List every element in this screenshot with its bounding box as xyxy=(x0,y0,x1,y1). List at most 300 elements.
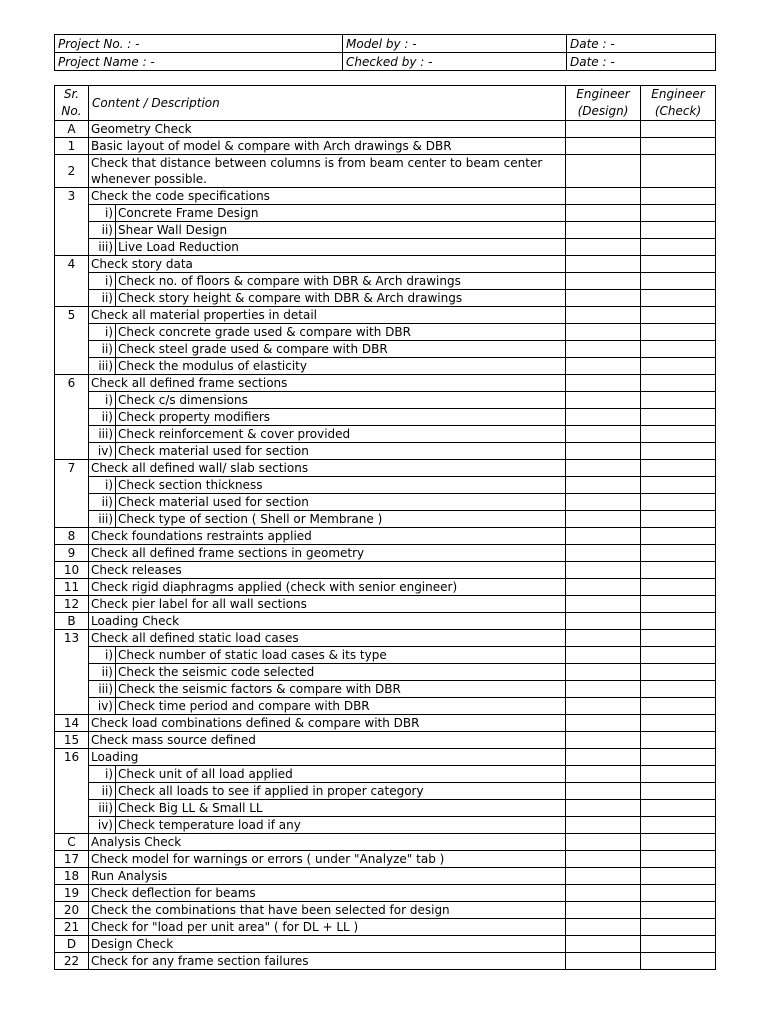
description-text: Check all defined frame sections xyxy=(91,376,288,390)
description-text: Check deflection for beams xyxy=(91,886,256,900)
sub-item-number: iv) xyxy=(89,443,116,460)
description-text: Basic layout of model & compare with Arch drawings & DBR xyxy=(91,139,452,153)
engineer-design-cell[interactable] xyxy=(566,868,641,885)
table-row xyxy=(55,121,716,138)
sr-no-cell: D xyxy=(55,936,89,953)
description-cell xyxy=(89,256,566,273)
sr-no-cell: 17 xyxy=(55,851,89,868)
engineer-check-cell[interactable] xyxy=(641,426,716,443)
sr-no-cell: 12 xyxy=(55,596,89,613)
sub-item-number: iii) xyxy=(89,426,116,443)
sub-item-number: ii) xyxy=(89,409,116,426)
description-cell xyxy=(89,121,566,138)
project-name: Project Name : - xyxy=(55,53,343,71)
description-text: Check c/s dimensions xyxy=(118,393,248,407)
sr-no-cell: 10 xyxy=(55,562,89,579)
sub-item-number: iii) xyxy=(89,800,116,817)
sr-no-cell: 15 xyxy=(55,732,89,749)
description-text: Check mass source defined xyxy=(91,733,256,747)
description-cell xyxy=(116,511,566,528)
sr-no-cell: 3 xyxy=(55,188,89,256)
sub-item-number: ii) xyxy=(89,664,116,681)
checked-by: Checked by : - xyxy=(343,53,567,71)
description-text: Check all loads to see if applied in proper category xyxy=(118,784,424,798)
description-text: Check all defined wall/ slab sections xyxy=(91,461,309,475)
table-row xyxy=(55,273,716,290)
description-text: Check all defined frame sections in geometry xyxy=(91,546,365,560)
sr-no-cell: 2 xyxy=(55,155,89,188)
table-row xyxy=(55,800,716,817)
engineer-check-cell[interactable] xyxy=(641,358,716,375)
description-text: Check property modifiers xyxy=(118,410,271,424)
table-row xyxy=(55,936,716,953)
description-text: Concrete Frame Design xyxy=(118,206,259,220)
sr-no-cell: 18 xyxy=(55,868,89,885)
sr-no-cell: 4 xyxy=(55,256,89,307)
table-row xyxy=(55,681,716,698)
sub-item-number: ii) xyxy=(89,341,116,358)
engineer-check-cell[interactable] xyxy=(641,834,716,851)
engineer-check-cell[interactable] xyxy=(641,341,716,358)
sr-no-header xyxy=(55,86,89,121)
description-text: Geometry Check xyxy=(91,122,192,136)
content-header: Content / Description xyxy=(89,86,566,121)
engineer-design-cell[interactable] xyxy=(566,460,641,477)
description-cell xyxy=(116,494,566,511)
engineer-design-cell[interactable] xyxy=(566,817,641,834)
engineer-design-cell[interactable] xyxy=(566,188,641,205)
engineer-design-cell[interactable] xyxy=(566,205,641,222)
engineer-check-cell[interactable] xyxy=(641,494,716,511)
description-cell xyxy=(89,460,566,477)
sub-item-number: iii) xyxy=(89,681,116,698)
sub-item-number: iii) xyxy=(89,511,116,528)
engineer-design-cell[interactable] xyxy=(566,256,641,273)
description-text: Design Check xyxy=(91,937,174,951)
table-row xyxy=(55,749,716,766)
description-text: Check story data xyxy=(91,257,193,271)
engineer-check-cell[interactable] xyxy=(641,919,716,936)
description-cell xyxy=(116,698,566,715)
sr-no-cell: 1 xyxy=(55,138,89,155)
sr-no-cell: 13 xyxy=(55,630,89,715)
description-text: Check the seismic factors & compare with DBR xyxy=(118,682,401,696)
engineer-check-cell[interactable] xyxy=(641,375,716,392)
description-cell xyxy=(89,749,566,766)
table-row xyxy=(55,630,716,647)
engineer-design-cell[interactable] xyxy=(566,528,641,545)
column-header-row xyxy=(55,86,716,121)
table-row xyxy=(55,715,716,732)
engineer-check-cell[interactable] xyxy=(641,698,716,715)
table-row xyxy=(55,579,716,596)
sub-item-number: ii) xyxy=(89,290,116,307)
engineer-check-cell[interactable] xyxy=(641,732,716,749)
engineer-design-cell[interactable] xyxy=(566,477,641,494)
description-cell xyxy=(116,477,566,494)
description-text: Check load combinations defined & compare with DBR xyxy=(91,716,420,730)
engineer-check-cell[interactable] xyxy=(641,324,716,341)
description-text: Run Analysis xyxy=(91,869,168,883)
engineer-design-cell[interactable] xyxy=(566,613,641,630)
engineer-check-cell[interactable] xyxy=(641,902,716,919)
description-cell xyxy=(116,443,566,460)
engineer-check-cell[interactable] xyxy=(641,188,716,205)
sr-no-cell: 20 xyxy=(55,902,89,919)
engineer-check-cell[interactable] xyxy=(641,613,716,630)
engineer-design-cell[interactable] xyxy=(566,222,641,239)
description-cell xyxy=(116,800,566,817)
table-row xyxy=(55,426,716,443)
engineer-check-cell[interactable] xyxy=(641,749,716,766)
sr-no-cell: 19 xyxy=(55,885,89,902)
table-row xyxy=(55,324,716,341)
table-row xyxy=(55,511,716,528)
description-cell xyxy=(116,239,566,256)
description-cell xyxy=(116,392,566,409)
engineer-check-cell[interactable] xyxy=(641,647,716,664)
engineer-check-line2: (Check) xyxy=(654,104,702,118)
table-row xyxy=(55,647,716,664)
engineer-check-cell[interactable] xyxy=(641,392,716,409)
sub-item-number: iii) xyxy=(89,239,116,256)
description-text: Check section thickness xyxy=(118,478,263,492)
engineer-design-cell[interactable] xyxy=(566,307,641,324)
sr-no-cell: 6 xyxy=(55,375,89,460)
engineer-design-cell[interactable] xyxy=(566,494,641,511)
sub-item-number: ii) xyxy=(89,783,116,800)
sr-no-cell: 5 xyxy=(55,307,89,375)
engineer-design-cell[interactable] xyxy=(566,324,641,341)
project-info-row xyxy=(55,35,716,53)
engineer-check-cell[interactable] xyxy=(641,511,716,528)
table-row xyxy=(55,307,716,324)
description-text-continued: whenever possible. xyxy=(91,172,207,186)
description-text: Check number of static load cases & its type xyxy=(118,648,387,662)
engineer-check-cell[interactable] xyxy=(641,121,716,138)
engineer-design-cell[interactable] xyxy=(566,121,641,138)
description-text: Check the code specifications xyxy=(91,189,270,203)
description-cell xyxy=(116,783,566,800)
description-text: Check that distance between columns is from beam center to beam center xyxy=(91,156,543,170)
description-cell xyxy=(89,613,566,630)
description-text: Check the modulus of elasticity xyxy=(118,359,307,373)
sub-item-number: iii) xyxy=(89,358,116,375)
description-cell xyxy=(116,409,566,426)
engineer-design-cell[interactable] xyxy=(566,596,641,613)
description-cell xyxy=(89,953,566,970)
description-cell xyxy=(89,528,566,545)
sub-item-number: i) xyxy=(89,324,116,341)
description-text: Loading Check xyxy=(91,614,180,628)
description-text: Analysis Check xyxy=(91,835,182,849)
sub-item-number: i) xyxy=(89,273,116,290)
engineer-design-cell[interactable] xyxy=(566,732,641,749)
sr-no-cell: A xyxy=(55,121,89,138)
engineer-design-cell[interactable] xyxy=(566,647,641,664)
table-row xyxy=(55,341,716,358)
description-cell xyxy=(116,205,566,222)
description-cell xyxy=(116,273,566,290)
engineer-design-cell[interactable] xyxy=(566,443,641,460)
date-model: Date : - xyxy=(567,35,716,53)
engineer-check-cell[interactable] xyxy=(641,800,716,817)
sub-item-number: i) xyxy=(89,477,116,494)
engineer-check-cell[interactable] xyxy=(641,783,716,800)
engineer-check-cell[interactable] xyxy=(641,307,716,324)
table-row xyxy=(55,953,716,970)
table-row xyxy=(55,392,716,409)
table-row xyxy=(55,783,716,800)
table-row xyxy=(55,409,716,426)
engineer-check-cell[interactable] xyxy=(641,256,716,273)
sub-item-number: i) xyxy=(89,647,116,664)
engineer-check-cell[interactable] xyxy=(641,205,716,222)
description-cell xyxy=(89,579,566,596)
description-cell xyxy=(116,817,566,834)
description-text: Check material used for section xyxy=(118,495,309,509)
table-row xyxy=(55,596,716,613)
description-cell xyxy=(116,222,566,239)
sub-item-number: i) xyxy=(89,205,116,222)
engineer-design-cell[interactable] xyxy=(566,902,641,919)
engineer-check-line1: Engineer xyxy=(651,87,705,101)
description-cell xyxy=(89,834,566,851)
description-text: Check releases xyxy=(91,563,182,577)
description-cell xyxy=(89,851,566,868)
table-row xyxy=(55,222,716,239)
engineer-design-cell[interactable] xyxy=(566,426,641,443)
description-cell xyxy=(116,681,566,698)
sr-no-header-line2: No. xyxy=(61,104,82,118)
description-cell xyxy=(89,545,566,562)
engineer-design-cell[interactable] xyxy=(566,834,641,851)
description-text: Check type of section ( Shell or Membrane ) xyxy=(118,512,383,526)
engineer-design-cell[interactable] xyxy=(566,562,641,579)
engineer-check-cell[interactable] xyxy=(641,155,716,188)
engineer-design-cell[interactable] xyxy=(566,800,641,817)
engineer-check-cell[interactable] xyxy=(641,851,716,868)
table-row xyxy=(55,562,716,579)
sr-no-cell: 16 xyxy=(55,749,89,834)
description-cell xyxy=(116,647,566,664)
engineer-design-cell[interactable] xyxy=(566,885,641,902)
description-cell xyxy=(116,426,566,443)
engineer-design-cell[interactable] xyxy=(566,630,641,647)
table-row xyxy=(55,205,716,222)
description-text: Check model for warnings or errors ( under "Analyze" tab ) xyxy=(91,852,445,866)
engineer-design-cell[interactable] xyxy=(566,749,641,766)
description-text: Shear Wall Design xyxy=(118,223,228,237)
project-info-row xyxy=(55,53,716,71)
engineer-check-cell[interactable] xyxy=(641,528,716,545)
engineer-design-cell[interactable] xyxy=(566,936,641,953)
engineer-check-cell[interactable] xyxy=(641,477,716,494)
description-cell xyxy=(89,155,566,188)
table-row xyxy=(55,528,716,545)
engineer-design-cell[interactable] xyxy=(566,409,641,426)
engineer-design-cell[interactable] xyxy=(566,138,641,155)
table-row xyxy=(55,885,716,902)
description-text: Check all material properties in detail xyxy=(91,308,317,322)
description-text: Check rigid diaphragms applied (check with senior engineer) xyxy=(91,580,458,594)
engineer-check-cell[interactable] xyxy=(641,273,716,290)
sr-no-cell: 8 xyxy=(55,528,89,545)
engineer-design-cell[interactable] xyxy=(566,851,641,868)
engineer-check-cell[interactable] xyxy=(641,409,716,426)
table-row xyxy=(55,375,716,392)
sr-no-cell: 9 xyxy=(55,545,89,562)
sub-item-number: i) xyxy=(89,392,116,409)
engineer-check-cell[interactable] xyxy=(641,579,716,596)
description-text: Check for any frame section failures xyxy=(91,954,309,968)
description-text: Check concrete grade used & compare with DBR xyxy=(118,325,411,339)
engineer-design-cell[interactable] xyxy=(566,239,641,256)
engineer-check-cell[interactable] xyxy=(641,953,716,970)
description-cell xyxy=(89,307,566,324)
description-cell xyxy=(116,290,566,307)
sr-no-cell: 21 xyxy=(55,919,89,936)
engineer-check-cell[interactable] xyxy=(641,936,716,953)
engineer-design-cell[interactable] xyxy=(566,579,641,596)
table-row xyxy=(55,155,716,188)
description-text: Check unit of all load applied xyxy=(118,767,293,781)
project-no: Project No. : - xyxy=(55,35,343,53)
table-row xyxy=(55,851,716,868)
description-text: Check reinforcement & cover provided xyxy=(118,427,351,441)
sr-no-cell: 22 xyxy=(55,953,89,970)
engineer-design-cell[interactable] xyxy=(566,919,641,936)
engineer-check-cell[interactable] xyxy=(641,681,716,698)
engineer-check-cell[interactable] xyxy=(641,443,716,460)
description-cell xyxy=(89,868,566,885)
engineer-design-cell[interactable] xyxy=(566,953,641,970)
table-row xyxy=(55,902,716,919)
table-row xyxy=(55,766,716,783)
sub-item-number: i) xyxy=(89,766,116,783)
description-cell xyxy=(89,562,566,579)
engineer-design-cell[interactable] xyxy=(566,341,641,358)
description-cell xyxy=(89,902,566,919)
description-cell xyxy=(89,138,566,155)
engineer-design-cell[interactable] xyxy=(566,545,641,562)
table-row xyxy=(55,664,716,681)
description-text: Check steel grade used & compare with DBR xyxy=(118,342,388,356)
description-text: Check all defined static load cases xyxy=(91,631,299,645)
engineer-check-cell[interactable] xyxy=(641,138,716,155)
engineer-design-cell[interactable] xyxy=(566,511,641,528)
table-row xyxy=(55,732,716,749)
description-text: Check the seismic code selected xyxy=(118,665,315,679)
engineer-check-cell[interactable] xyxy=(641,885,716,902)
sr-no-cell: 11 xyxy=(55,579,89,596)
description-text: Check temperature load if any xyxy=(118,818,301,832)
engineer-check-cell[interactable] xyxy=(641,239,716,256)
description-text: Loading xyxy=(91,750,139,764)
engineer-design-cell[interactable] xyxy=(566,766,641,783)
engineer-check-cell[interactable] xyxy=(641,290,716,307)
description-cell xyxy=(116,341,566,358)
engineer-check-cell[interactable] xyxy=(641,596,716,613)
sub-item-number: ii) xyxy=(89,494,116,511)
description-cell xyxy=(116,766,566,783)
engineer-design-cell[interactable] xyxy=(566,698,641,715)
engineer-design-cell[interactable] xyxy=(566,681,641,698)
engineer-design-cell[interactable] xyxy=(566,358,641,375)
table-row xyxy=(55,138,716,155)
description-cell xyxy=(89,596,566,613)
engineer-design-cell[interactable] xyxy=(566,664,641,681)
table-row xyxy=(55,290,716,307)
sr-no-cell: C xyxy=(55,834,89,851)
description-text: Check foundations restraints applied xyxy=(91,529,312,543)
checklist-table xyxy=(54,85,716,970)
table-row xyxy=(55,494,716,511)
engineer-design-cell[interactable] xyxy=(566,375,641,392)
engineer-design-cell[interactable] xyxy=(566,290,641,307)
engineer-check-cell[interactable] xyxy=(641,630,716,647)
engineer-design-cell[interactable] xyxy=(566,273,641,290)
engineer-check-cell[interactable] xyxy=(641,460,716,477)
engineer-check-cell[interactable] xyxy=(641,868,716,885)
table-row xyxy=(55,919,716,936)
description-cell xyxy=(89,630,566,647)
table-row xyxy=(55,477,716,494)
table-row xyxy=(55,188,716,205)
engineer-check-cell[interactable] xyxy=(641,715,716,732)
engineer-check-cell[interactable] xyxy=(641,562,716,579)
model-by: Model by : - xyxy=(343,35,567,53)
engineer-check-cell[interactable] xyxy=(641,222,716,239)
description-text: Check the combinations that have been selected for design xyxy=(91,903,450,917)
description-text: Check no. of floors & compare with DBR & Arch drawings xyxy=(118,274,461,288)
description-cell xyxy=(89,885,566,902)
table-row xyxy=(55,834,716,851)
sub-item-number: iv) xyxy=(89,817,116,834)
description-cell xyxy=(89,715,566,732)
sub-item-number: iv) xyxy=(89,698,116,715)
sr-no-cell: 7 xyxy=(55,460,89,528)
table-row xyxy=(55,545,716,562)
engineer-design-line1: Engineer xyxy=(576,87,630,101)
sub-item-number: ii) xyxy=(89,222,116,239)
table-row xyxy=(55,460,716,477)
engineer-check-cell[interactable] xyxy=(641,817,716,834)
description-text: Check time period and compare with DBR xyxy=(118,699,370,713)
description-cell xyxy=(89,375,566,392)
engineer-design-line2: (Design) xyxy=(577,104,629,118)
table-row xyxy=(55,698,716,715)
table-row xyxy=(55,613,716,630)
engineer-design-cell[interactable] xyxy=(566,392,641,409)
description-text: Check pier label for all wall sections xyxy=(91,597,307,611)
description-cell xyxy=(89,919,566,936)
engineer-check-cell[interactable] xyxy=(641,766,716,783)
engineer-design-cell[interactable] xyxy=(566,715,641,732)
engineer-design-cell[interactable] xyxy=(566,783,641,800)
sr-no-cell: B xyxy=(55,613,89,630)
description-cell xyxy=(89,936,566,953)
sr-no-cell: 14 xyxy=(55,715,89,732)
engineer-check-cell[interactable] xyxy=(641,664,716,681)
table-row xyxy=(55,239,716,256)
description-cell xyxy=(116,358,566,375)
description-cell xyxy=(116,324,566,341)
engineer-design-cell[interactable] xyxy=(566,155,641,188)
description-cell xyxy=(116,664,566,681)
engineer-check-cell[interactable] xyxy=(641,545,716,562)
table-row xyxy=(55,817,716,834)
